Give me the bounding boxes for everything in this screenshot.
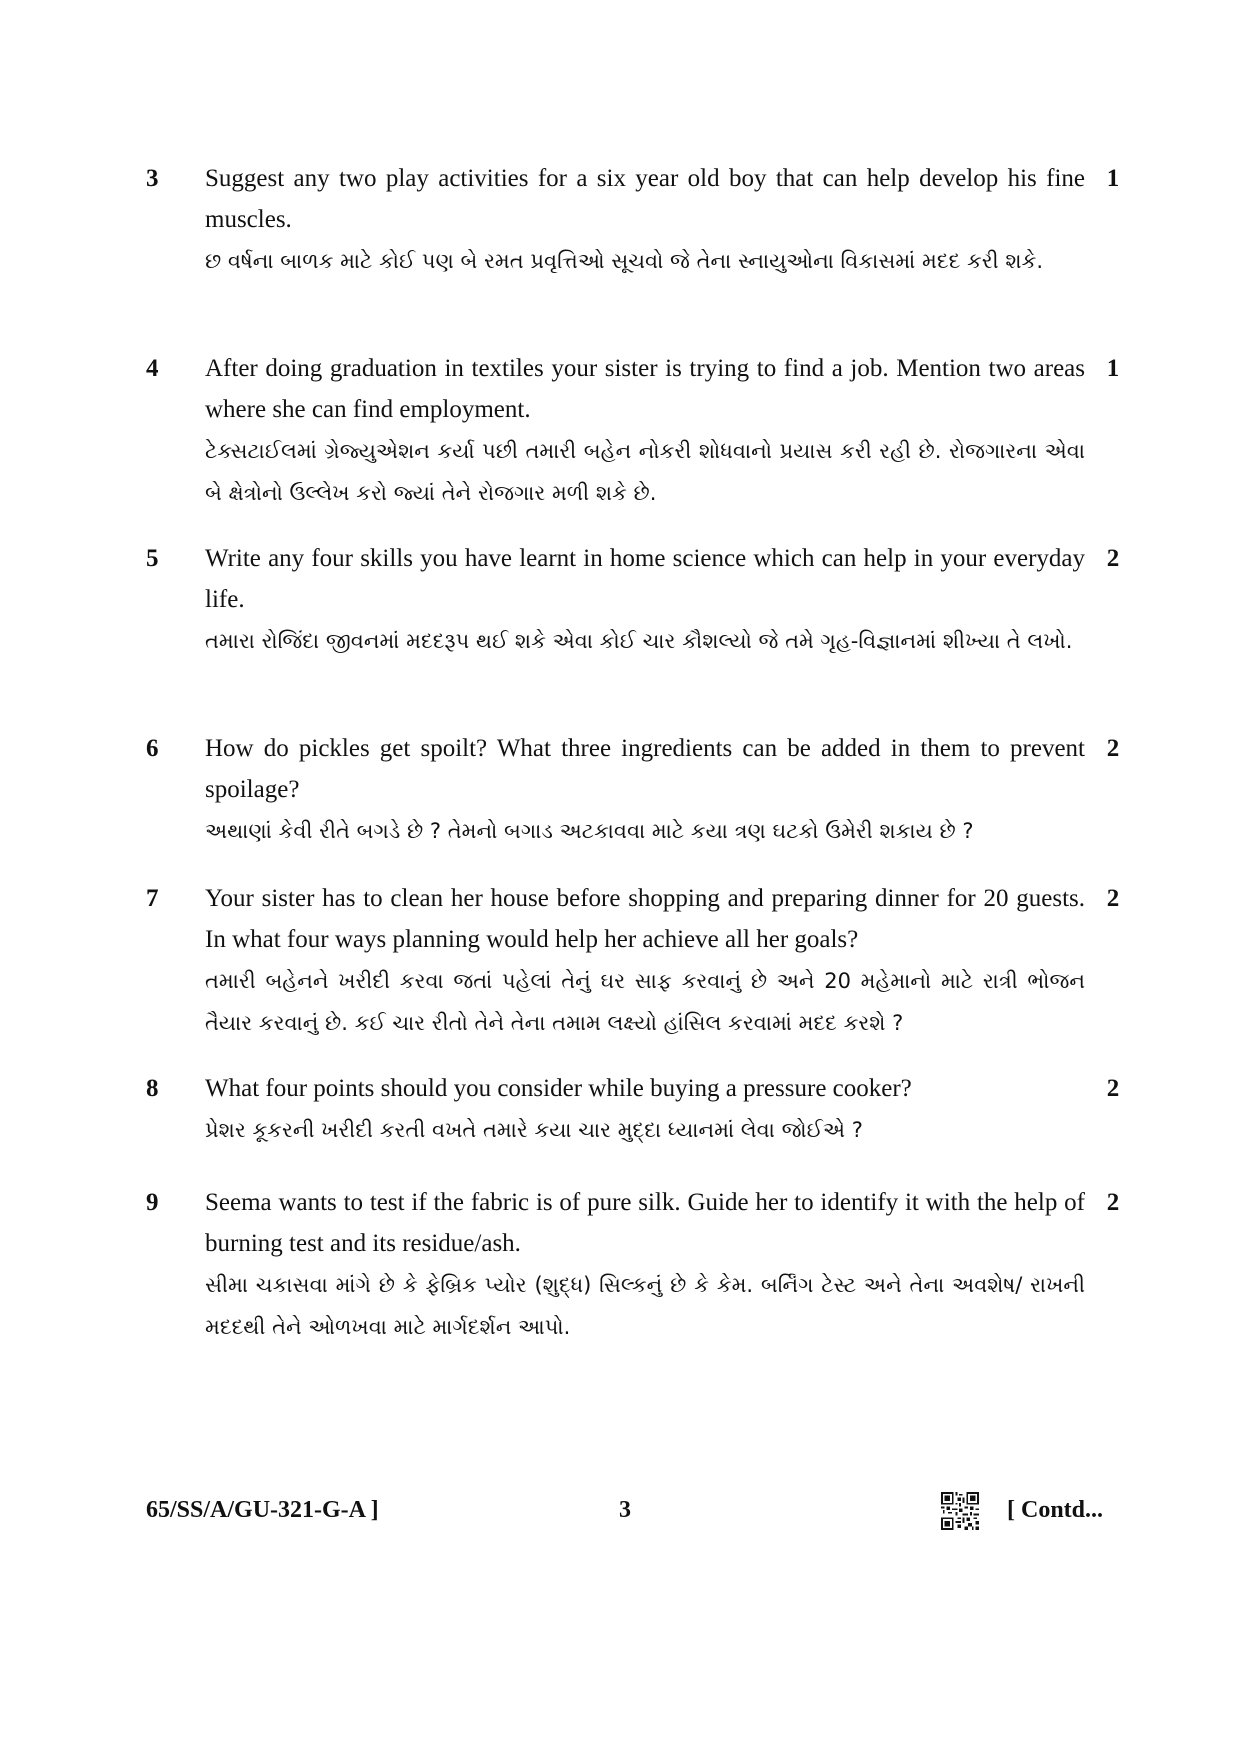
question-marks: 2	[1106, 735, 1120, 762]
question-text-gujarati: અથાણાં કેવી રીતે બગડે છે ? તેમનો બગાડ અટકાવવા માટે કયા ત્રણ ઘટકો ઉમેરી શકાય છે ?	[205, 819, 974, 843]
question-number: 3	[146, 165, 159, 192]
question-text-english: Seema wants to test if the fabric is of pure silk. Guide her to identify it with the help of burning test and its residue/ash.	[205, 1189, 1085, 1257]
question-body	[205, 158, 1085, 282]
question-text-gujarati: સીમા ચકાસવા માંગે છે કે ફેબ્રિક પ્યોર (શુદ્ધ) સિલ્કનું છે કે કેમ. બર્નિંગ ટેસ્ટ અને તેના અવશેષ/ રાખની મદદથી તેને ઓળખવા માટે માર્ગદર્શન આપો.	[205, 1273, 1085, 1339]
page-number: 3	[619, 1497, 631, 1523]
question-marks: 2	[1106, 1189, 1120, 1216]
question-body	[205, 728, 1085, 852]
question-text-gujarati: છ વર્ષના બાળક માટે કોઈ પણ બે રમત પ્રવૃત્તિઓ સૂચવો જે તેના સ્નાયુઓના વિકાસમાં મદદ કરી શકે.	[205, 249, 1044, 273]
question-body	[205, 878, 1085, 1044]
question-text-gujarati: તમારા રોજિંદા જીવનમાં મદદરૂપ થઈ શકે એવા કોઈ ચાર કૌશલ્યો જે તમે ગૃહ-વિજ્ઞાનમાં શીખ્યા તે લખો.	[205, 629, 1073, 653]
question-number: 5	[146, 545, 159, 572]
question-marks: 2	[1106, 1075, 1120, 1102]
question-text-english: Your sister has to clean her house before shopping and preparing dinner for 20 guests. In what four ways planning would help her achieve all her goals?	[205, 885, 1085, 953]
question-marks: 2	[1106, 545, 1120, 572]
paper-code: 65/SS/A/GU-321-G-A ]	[146, 1497, 379, 1523]
question-body	[205, 348, 1085, 514]
question-number: 7	[146, 885, 159, 912]
question-marks: 1	[1106, 355, 1120, 382]
question-number: 4	[146, 355, 159, 382]
qr-code-icon	[941, 1492, 979, 1530]
question-number: 9	[146, 1189, 159, 1216]
question-number: 8	[146, 1075, 159, 1102]
page-footer	[0, 1488, 1240, 1533]
question-text-gujarati: ટેક્સટાઈલમાં ગ્રેજ્યુએશન કર્યા પછી તમારી બહેન નોકરી શોધવાનો પ્રયાસ કરી રહી છે. રોજગારના એવા બે ક્ષેત્રોનો ઉલ્લેખ કરો જ્યાં તેને રોજગાર મળી શકે છે.	[205, 439, 1085, 505]
question-marks: 1	[1106, 165, 1120, 192]
continued-label: [ Contd...	[1007, 1497, 1104, 1523]
question-body	[205, 538, 1085, 662]
question-text-gujarati: પ્રેશર કૂકરની ખરીદી કરતી વખતે તમારે કયા ચાર મુદ્દા ધ્યાનમાં લેવા જોઈએ ?	[205, 1118, 863, 1142]
question-marks: 2	[1106, 885, 1120, 912]
question-text-english: After doing graduation in textiles your sister is trying to find a job. Mention two areas where she can find employment.	[205, 355, 1085, 423]
question-text-english: What four points should you consider while buying a pressure cooker?	[205, 1075, 912, 1102]
question-body	[205, 1182, 1085, 1348]
question-text-english: Write any four skills you have learnt in home science which can help in your everyday life.	[205, 545, 1085, 613]
question-text-gujarati: તમારી બહેનને ખરીદી કરવા જતાં પહેલાં તેનું ઘર સાફ કરવાનું છે અને 20 મહેમાનો માટે રાત્રી ભોજન તૈયાર કરવાનું છે. કઈ ચાર રીતો તેને તેના તમામ લક્ષ્યો હાંસિલ કરવામાં મદદ કરશે ?	[205, 969, 1085, 1035]
question-number: 6	[146, 735, 159, 762]
question-text-english: How do pickles get spoilt? What three ingredients can be added in them to prevent spoilage?	[205, 735, 1085, 803]
question-body	[205, 1068, 1085, 1151]
question-text-english: Suggest any two play activities for a six year old boy that can help develop his fine muscles.	[205, 165, 1085, 233]
